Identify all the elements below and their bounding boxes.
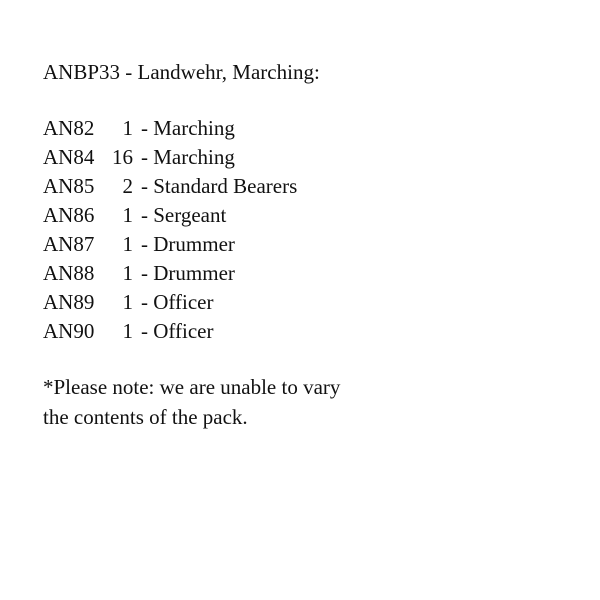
list-item [43,201,563,230]
list-item [43,317,563,346]
item-quantity: 2 [122,174,133,198]
item-code: AN82 [43,116,95,140]
item-code: AN85 [43,174,95,198]
list-item [43,230,563,259]
item-description: - Marching [141,145,235,169]
item-description: - Officer [141,319,214,343]
item-code: AN90 [43,319,95,343]
item-description: - Officer [141,290,214,314]
item-quantity: 16 [112,145,133,169]
item-description: - Marching [141,116,235,140]
item-description: - Standard Bearers [141,174,298,198]
list-item [43,114,563,143]
item-description: - Drummer [141,232,235,256]
list-item [43,288,563,317]
item-quantity: 1 [122,290,133,314]
item-code: AN84 [43,145,95,169]
item-description: - Sergeant [141,203,227,227]
pack-items-list [43,114,563,346]
list-item [43,143,563,172]
item-quantity: 1 [122,261,133,285]
item-quantity: 1 [122,116,133,140]
item-quantity: 1 [122,319,133,343]
note-line-2: the contents of the pack. [43,405,248,429]
item-code: AN89 [43,290,95,314]
list-item [43,259,563,288]
item-description: - Drummer [141,261,235,285]
item-code: AN87 [43,232,95,256]
pack-title: ANBP33 - Landwehr, Marching: [43,60,320,84]
item-code: AN86 [43,203,95,227]
item-quantity: 1 [122,203,133,227]
list-item [43,172,563,201]
note-line-1: *Please note: we are unable to vary [43,375,341,399]
pack-note [43,372,403,432]
item-quantity: 1 [122,232,133,256]
item-code: AN88 [43,261,95,285]
